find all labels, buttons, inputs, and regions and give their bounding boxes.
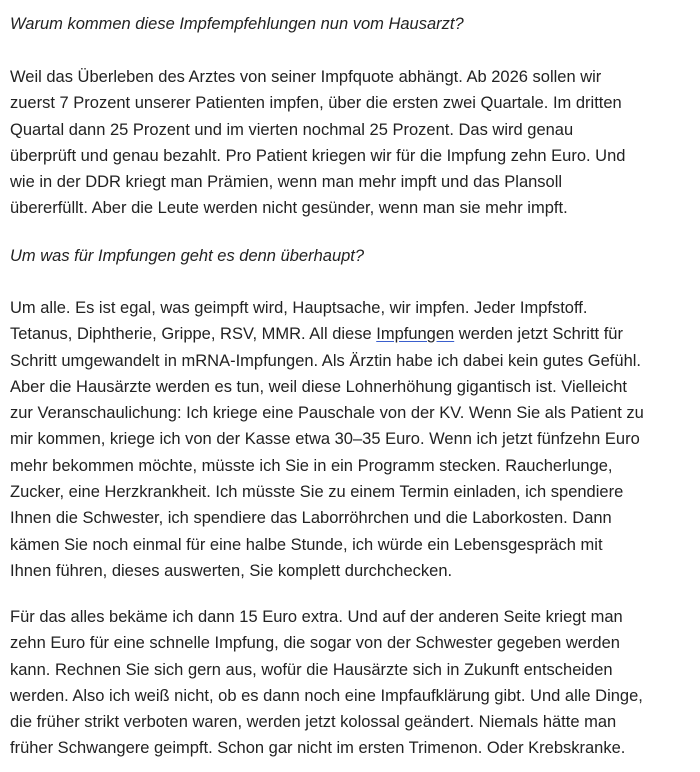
paragraph-line: zur Veranschaulichung: Ich kriege eine Pauschale von der KV. Wenn Sie als Patient zu xyxy=(10,404,644,423)
paragraph-line: überprüft und genau bezahlt. Pro Patient kriegen wir für die Impfung zehn Euro. Und xyxy=(10,146,626,165)
interview-question-2: Um was für Impfungen geht es denn überhaupt? xyxy=(10,247,365,265)
paragraph-line: werden. Also ich weiß nicht, ob es dann noch eine Impfaufklärung gibt. Und alle Dinge, xyxy=(10,686,643,705)
paragraph-line: mehr bekommen möchte, müsste ich Sie in ein Programm stecken. Raucherlunge, xyxy=(10,456,613,475)
interview-answer-2 xyxy=(10,295,644,584)
paragraph-line: Aber die Hausärzte werden es tun, weil diese Lohnerhöhung gigantisch ist. Vielleicht xyxy=(10,377,627,396)
paragraph-line: Schritt umgewandelt in mRNA-Impfungen. Als Ärztin habe ich dabei kein gutes Gefühl. xyxy=(10,351,641,370)
paragraph-line: Weil das Überleben des Arztes von seiner Impfquote abhängt. Ab 2026 sollen wir xyxy=(10,68,602,86)
paragraph-line: zuerst 7 Prozent unserer Patienten impfen, über die ersten zwei Quartale. Im dritten xyxy=(10,94,622,113)
paragraph-line xyxy=(10,321,644,347)
interview-answer-1 xyxy=(10,64,625,222)
paragraph-line: übererfüllt. Aber die Leute werden nicht gesünder, wenn man sie mehr impft. xyxy=(10,199,568,218)
paragraph-line: kann. Rechnen Sie sich gern aus, wofür die Hausärzte sich in Zukunft entscheiden xyxy=(10,660,613,679)
paragraph-line: Ihnen führen, dieses auswerten, Sie komplett durchchecken. xyxy=(10,561,453,580)
paragraph-line: Um alle. Es ist egal, was geimpft wird, Hauptsache, wir impfen. Jeder Impfstoff. xyxy=(10,299,588,317)
paragraph-line: zehn Euro für eine schnelle Impfung, die sogar von der Schwester gegeben werden xyxy=(10,634,620,653)
interview-question-1: Warum kommen diese Impfempfehlungen nun vom Hausarzt? xyxy=(10,15,464,33)
impfungen-link[interactable]: Impfungen xyxy=(376,325,455,344)
paragraph-line: kämen Sie noch einmal für eine halbe Stunde, ich würde ein Lebensgespräch mit xyxy=(10,535,603,554)
text-segment: werden jetzt Schritt für xyxy=(454,325,623,344)
paragraph-line: früher Schwangere geimpft. Schon gar nicht im ersten Trimenon. Oder Krebskranke. xyxy=(10,739,626,758)
paragraph-line: Für das alles bekäme ich dann 15 Euro extra. Und auf der anderen Seite kriegt man xyxy=(10,608,623,626)
paragraph-line: wie in der DDR kriegt man Prämien, wenn man mehr impft und das Plansoll xyxy=(10,173,563,192)
paragraph-line: Quartal dann 25 Prozent und im vierten nochmal 25 Prozent. Das wird genau xyxy=(10,120,574,139)
paragraph-line: Zucker, eine Herzkrankheit. Ich müsste Sie zu einem Termin einladen, ich spendiere xyxy=(10,483,624,502)
paragraph-line: Ihnen die Schwester, ich spendiere das Laborröhrchen und die Laborkosten. Dann xyxy=(10,509,612,528)
paragraph-line: die früher strikt verboten waren, werden jetzt kolossal geändert. Niemals hätte man xyxy=(10,713,617,732)
paragraph-line: mir kommen, kriege ich von der Kasse etwa 30–35 Euro. Wenn ich jetzt fünfzehn Euro xyxy=(10,430,640,449)
text-segment: Tetanus, Diphtherie, Grippe, RSV, MMR. All diese xyxy=(10,325,377,344)
interview-answer-3 xyxy=(10,604,643,762)
